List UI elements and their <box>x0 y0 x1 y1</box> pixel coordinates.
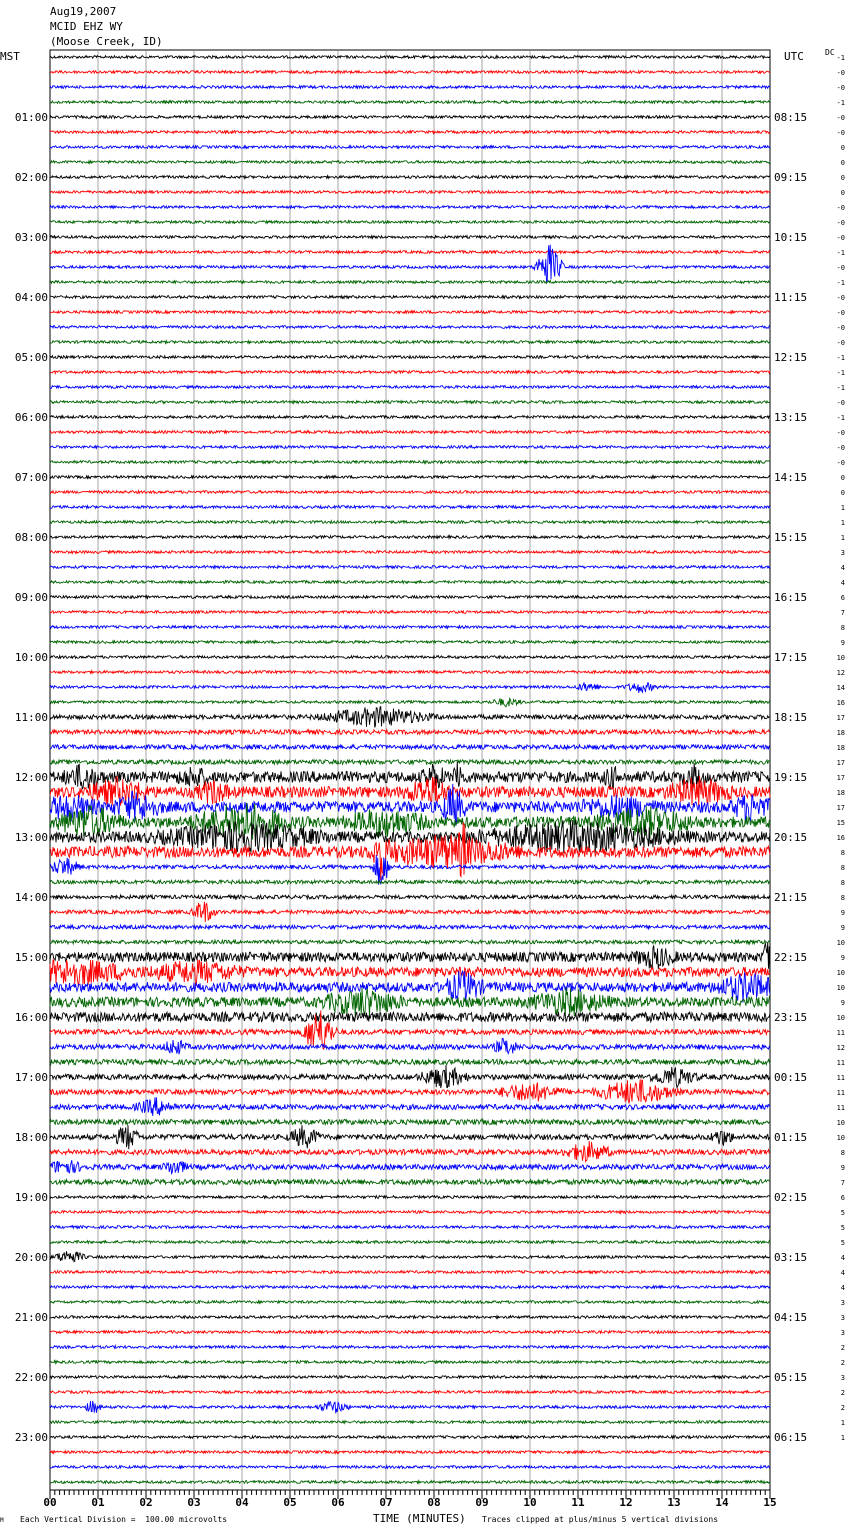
trace-green <box>50 1059 770 1064</box>
dc-offset-value: -1 <box>836 279 845 287</box>
trace-blue <box>50 1097 770 1116</box>
trace-green <box>50 698 770 706</box>
trace-red <box>50 611 770 614</box>
right-hour-label: 12:15 <box>774 351 808 364</box>
trace-red <box>50 311 770 314</box>
dc-offset-value: 9 <box>840 954 845 962</box>
trace-black <box>50 596 770 599</box>
trace-blue <box>50 506 770 509</box>
dc-offset-value: 7 <box>840 609 845 617</box>
trace-black <box>50 296 770 299</box>
dc-offset-value: 10 <box>836 654 845 662</box>
dc-offset-value: 14 <box>836 684 845 692</box>
dc-offset-value: 2 <box>840 1344 845 1352</box>
left-hour-label: 10:00 <box>14 651 48 664</box>
right-hour-label: 10:15 <box>774 231 808 244</box>
left-hour-label: 13:00 <box>14 831 48 844</box>
trace-black <box>50 1012 770 1022</box>
trace-black <box>50 356 770 359</box>
trace-blue <box>50 925 770 929</box>
left-hour-label: 01:00 <box>14 111 48 124</box>
left-hour-label: 04:00 <box>14 291 48 304</box>
trace-black <box>50 656 770 659</box>
dc-offset-value: 8 <box>840 849 845 857</box>
right-timezone-label: UTC <box>784 50 804 63</box>
trace-black <box>50 476 770 479</box>
dc-offset-value: 11 <box>836 1089 845 1097</box>
trace-black <box>50 416 770 419</box>
dc-offset-value: 0 <box>840 174 845 182</box>
trace-green <box>50 940 770 944</box>
trace-blue <box>50 1346 770 1349</box>
dc-offset-value: -0 <box>836 114 845 122</box>
right-hour-label: 11:15 <box>774 291 808 304</box>
dc-offset-value: 9 <box>840 639 845 647</box>
trace-red <box>50 1391 770 1394</box>
right-hour-label: 23:15 <box>774 1011 808 1024</box>
left-hour-label: 23:00 <box>14 1431 48 1444</box>
trace-green <box>50 1301 770 1304</box>
dc-offset-value: 8 <box>840 894 845 902</box>
dc-offset-value: 8 <box>840 1149 845 1157</box>
dc-offset-value: -0 <box>836 84 845 92</box>
trace-green <box>50 521 770 524</box>
trace-green <box>50 641 770 644</box>
corner-mark: M <box>0 1517 4 1524</box>
dc-offset-value: 4 <box>840 1254 845 1262</box>
trace-green <box>50 880 770 884</box>
dc-offset-value: 3 <box>840 1329 845 1337</box>
dc-offset-value: 2 <box>840 1359 845 1367</box>
x-tick-label: 05 <box>283 1496 297 1509</box>
trace-red <box>50 551 770 554</box>
dc-offset-value: 17 <box>836 759 845 767</box>
left-hour-label: 06:00 <box>14 411 48 424</box>
right-hour-label: 00:15 <box>774 1071 808 1084</box>
right-hour-label: 08:15 <box>774 111 808 124</box>
x-tick-label: 15 <box>763 1496 777 1509</box>
left-hour-label: 17:00 <box>14 1071 48 1084</box>
axis-labels <box>15 54 845 1509</box>
dc-offset-value: 1 <box>840 534 845 542</box>
left-hour-label: 14:00 <box>14 891 48 904</box>
dc-offset-value: 3 <box>840 1299 845 1307</box>
trace-green <box>50 1241 770 1244</box>
dc-offset-value: -0 <box>836 69 845 77</box>
trace-black <box>50 762 770 792</box>
trace-red <box>50 1211 770 1214</box>
trace-red <box>50 671 770 674</box>
dc-offset-value: 4 <box>840 564 845 572</box>
dc-offset-value: -1 <box>836 369 845 377</box>
trace-green <box>50 101 770 104</box>
dc-offset-value: -1 <box>836 414 845 422</box>
dc-offset-value: 9 <box>840 909 845 917</box>
right-hour-label: 03:15 <box>774 1251 808 1264</box>
trace-red <box>50 251 770 254</box>
x-tick-label: 06 <box>331 1496 345 1509</box>
dc-offset-value: -0 <box>836 429 845 437</box>
dc-offset-value: 17 <box>836 774 845 782</box>
seismic-traces <box>50 56 770 1484</box>
dc-offset-value: 16 <box>836 699 845 707</box>
x-tick-label: 08 <box>427 1496 441 1509</box>
trace-blue <box>50 745 770 750</box>
right-hour-label: 02:15 <box>774 1191 808 1204</box>
dc-offset-value: 4 <box>840 579 845 587</box>
dc-offset-value: 17 <box>836 804 845 812</box>
trace-blue <box>50 626 770 629</box>
dc-offset-value: 18 <box>836 729 845 737</box>
x-tick-label: 11 <box>571 1496 585 1509</box>
x-tick-label: 04 <box>235 1496 249 1509</box>
trace-red <box>50 431 770 434</box>
dc-offset-value: -0 <box>836 129 845 137</box>
left-hour-label: 02:00 <box>14 171 48 184</box>
trace-black <box>50 1316 770 1319</box>
vertical-division-note: Each Vertical Division = 100.00 microvolts <box>20 1515 228 1524</box>
station-label: MCID EHZ WY <box>50 20 123 33</box>
trace-black <box>50 1125 770 1149</box>
trace-red <box>50 902 770 922</box>
trace-blue <box>50 386 770 389</box>
dc-offset-value: 12 <box>836 669 845 677</box>
dc-offset-value: 0 <box>840 159 845 167</box>
trace-green <box>50 1481 770 1484</box>
left-hour-label: 16:00 <box>14 1011 48 1024</box>
dc-offset-value: -0 <box>836 324 845 332</box>
trace-blue <box>50 682 770 693</box>
dc-offset-value: 10 <box>836 1134 845 1142</box>
trace-green <box>50 1119 770 1124</box>
trace-red <box>50 730 770 734</box>
trace-black <box>50 1251 770 1261</box>
dc-offset-value: 2 <box>840 1389 845 1397</box>
trace-green <box>50 221 770 224</box>
right-hour-label: 06:15 <box>774 1431 808 1444</box>
trace-green <box>50 1179 770 1184</box>
dc-offset-value: 17 <box>836 714 845 722</box>
dc-offset-value: 9 <box>840 999 845 1007</box>
trace-blue <box>50 1286 770 1289</box>
trace-blue <box>50 1401 770 1413</box>
dc-offset-value: 1 <box>840 1419 845 1427</box>
dc-offset-value: 15 <box>836 819 845 827</box>
dc-offset-value: 9 <box>840 1164 845 1172</box>
right-hour-label: 22:15 <box>774 951 808 964</box>
dc-offset-value: -0 <box>836 459 845 467</box>
dc-offset-value: -1 <box>836 99 845 107</box>
trace-blue <box>50 1226 770 1229</box>
right-hour-label: 01:15 <box>774 1131 808 1144</box>
trace-green <box>50 1361 770 1364</box>
dc-offset-value: 3 <box>840 1314 845 1322</box>
dc-offset-value: 3 <box>840 1374 845 1382</box>
dc-offset-value: -0 <box>836 339 845 347</box>
dc-offset-value: -1 <box>836 354 845 362</box>
trace-black <box>50 56 770 59</box>
dc-offset-value: 5 <box>840 1224 845 1232</box>
trace-green <box>50 401 770 404</box>
dc-offset-value: 10 <box>836 939 845 947</box>
dc-offset-value: 11 <box>836 1074 845 1082</box>
dc-offset-value: 8 <box>840 879 845 887</box>
dc-offset-value: 6 <box>840 594 845 602</box>
left-hour-label: 07:00 <box>14 471 48 484</box>
left-hour-label: 20:00 <box>14 1251 48 1264</box>
dc-offset-value: 11 <box>836 1029 845 1037</box>
dc-offset-value: -0 <box>836 399 845 407</box>
right-hour-label: 09:15 <box>774 171 808 184</box>
dc-offset-value: -0 <box>836 219 845 227</box>
trace-red <box>50 131 770 134</box>
dc-offset-value: 2 <box>840 1404 845 1412</box>
trace-red <box>50 371 770 374</box>
dc-offset-value: 11 <box>836 1104 845 1112</box>
trace-black <box>50 176 770 179</box>
dc-offset-value: 1 <box>840 1434 845 1442</box>
left-hour-label: 08:00 <box>14 531 48 544</box>
dc-offset-value: 0 <box>840 144 845 152</box>
dc-offset-value: 4 <box>840 1269 845 1277</box>
x-tick-label: 12 <box>619 1496 633 1509</box>
x-tick-label: 02 <box>139 1496 153 1509</box>
trace-blue <box>50 86 770 89</box>
trace-green <box>50 1421 770 1424</box>
right-hour-label: 14:15 <box>774 471 808 484</box>
dc-offset-value: -0 <box>836 204 845 212</box>
left-hour-label: 19:00 <box>14 1191 48 1204</box>
trace-blue <box>50 1466 770 1469</box>
x-tick-label: 03 <box>187 1496 201 1509</box>
clip-note: Traces clipped at plus/minus 5 vertical divisions <box>482 1515 719 1524</box>
right-hour-label: 20:15 <box>774 831 808 844</box>
trace-black <box>50 1436 770 1439</box>
dc-offset-value: 6 <box>840 1194 845 1202</box>
trace-blue <box>50 1160 770 1173</box>
dc-offset-value: -1 <box>836 249 845 257</box>
trace-black <box>50 895 770 899</box>
dc-offset-value: 9 <box>840 924 845 932</box>
trace-black <box>50 116 770 119</box>
dc-offset-value: 10 <box>836 1014 845 1022</box>
dc-offset-value: -0 <box>836 309 845 317</box>
dc-offset-value: -0 <box>836 264 845 272</box>
trace-red <box>50 1271 770 1274</box>
dc-offset-value: 0 <box>840 189 845 197</box>
right-hour-label: 21:15 <box>774 891 808 904</box>
trace-blue <box>50 146 770 149</box>
dc-offset-value: 0 <box>840 474 845 482</box>
trace-black <box>50 1196 770 1199</box>
x-tick-label: 13 <box>667 1496 681 1509</box>
left-hour-label: 18:00 <box>14 1131 48 1144</box>
x-tick-label: 14 <box>715 1496 729 1509</box>
trace-black <box>50 707 770 728</box>
dc-offset-value: 1 <box>840 504 845 512</box>
dc-offset-value: -1 <box>836 384 845 392</box>
trace-green <box>50 161 770 164</box>
trace-black <box>50 536 770 539</box>
left-hour-label: 11:00 <box>14 711 48 724</box>
left-hour-label: 15:00 <box>14 951 48 964</box>
dc-offset-value: 10 <box>836 1119 845 1127</box>
date-label: Aug19,2007 <box>50 5 117 18</box>
right-hour-label: 19:15 <box>774 771 808 784</box>
right-hour-label: 15:15 <box>774 531 808 544</box>
x-tick-label: 09 <box>475 1496 489 1509</box>
dc-offset-value: -0 <box>836 234 845 242</box>
right-hour-label: 16:15 <box>774 591 808 604</box>
dc-offset-value: 1 <box>840 519 845 527</box>
right-hour-label: 17:15 <box>774 651 808 664</box>
dc-offset-value: 3 <box>840 549 845 557</box>
location-label: (Moose Creek, ID) <box>50 35 163 48</box>
trace-red <box>50 1451 770 1454</box>
dc-offset-value: 18 <box>836 744 845 752</box>
dc-offset-header: DC <box>825 48 835 57</box>
left-hour-label: 12:00 <box>14 771 48 784</box>
trace-green <box>50 461 770 464</box>
left-hour-label: 21:00 <box>14 1311 48 1324</box>
dc-offset-value: 10 <box>836 969 845 977</box>
trace-blue <box>50 1038 770 1054</box>
left-hour-label: 09:00 <box>14 591 48 604</box>
trace-blue <box>50 326 770 329</box>
left-timezone-label: MST <box>0 50 20 63</box>
right-hour-label: 13:15 <box>774 411 808 424</box>
trace-red <box>50 71 770 74</box>
x-tick-label: 00 <box>43 1496 57 1509</box>
trace-red <box>50 191 770 194</box>
dc-offset-value: 5 <box>840 1239 845 1247</box>
dc-offset-value: -1 <box>836 54 845 62</box>
trace-blue <box>50 566 770 569</box>
dc-offset-value: 5 <box>840 1209 845 1217</box>
trace-green <box>50 581 770 584</box>
dc-offset-value: 10 <box>836 984 845 992</box>
dc-offset-value: 16 <box>836 834 845 842</box>
trace-blue <box>50 206 770 209</box>
dc-offset-value: 12 <box>836 1044 845 1052</box>
x-tick-label: 01 <box>91 1496 105 1509</box>
time-axis-ticks <box>50 1490 770 1499</box>
trace-blue <box>50 446 770 449</box>
x-tick-label: 07 <box>379 1496 393 1509</box>
right-hour-label: 05:15 <box>774 1371 808 1384</box>
trace-red <box>50 1331 770 1334</box>
trace-black <box>50 1376 770 1379</box>
dc-offset-value: 8 <box>840 864 845 872</box>
dc-offset-value: -0 <box>836 294 845 302</box>
left-hour-label: 22:00 <box>14 1371 48 1384</box>
dc-offset-value: 8 <box>840 624 845 632</box>
right-hour-label: 04:15 <box>774 1311 808 1324</box>
dc-offset-value: 18 <box>836 789 845 797</box>
trace-red <box>50 960 770 987</box>
x-axis-title: TIME (MINUTES) <box>373 1512 466 1525</box>
trace-black <box>50 236 770 239</box>
dc-offset-value: 0 <box>840 489 845 497</box>
left-hour-label: 05:00 <box>14 351 48 364</box>
dc-offset-value: 4 <box>840 1284 845 1292</box>
left-hour-label: 03:00 <box>14 231 48 244</box>
trace-green <box>50 341 770 344</box>
trace-red <box>50 1141 770 1162</box>
dc-offset-value: 11 <box>836 1059 845 1067</box>
trace-green <box>50 988 770 1017</box>
x-tick-label: 10 <box>523 1496 537 1509</box>
trace-green <box>50 281 770 284</box>
dc-offset-value: -0 <box>836 444 845 452</box>
trace-red <box>50 491 770 494</box>
trace-black <box>50 1065 770 1088</box>
dc-offset-value: 7 <box>840 1179 845 1187</box>
trace-blue <box>50 855 770 885</box>
trace-green <box>50 760 770 764</box>
right-hour-label: 18:15 <box>774 711 808 724</box>
